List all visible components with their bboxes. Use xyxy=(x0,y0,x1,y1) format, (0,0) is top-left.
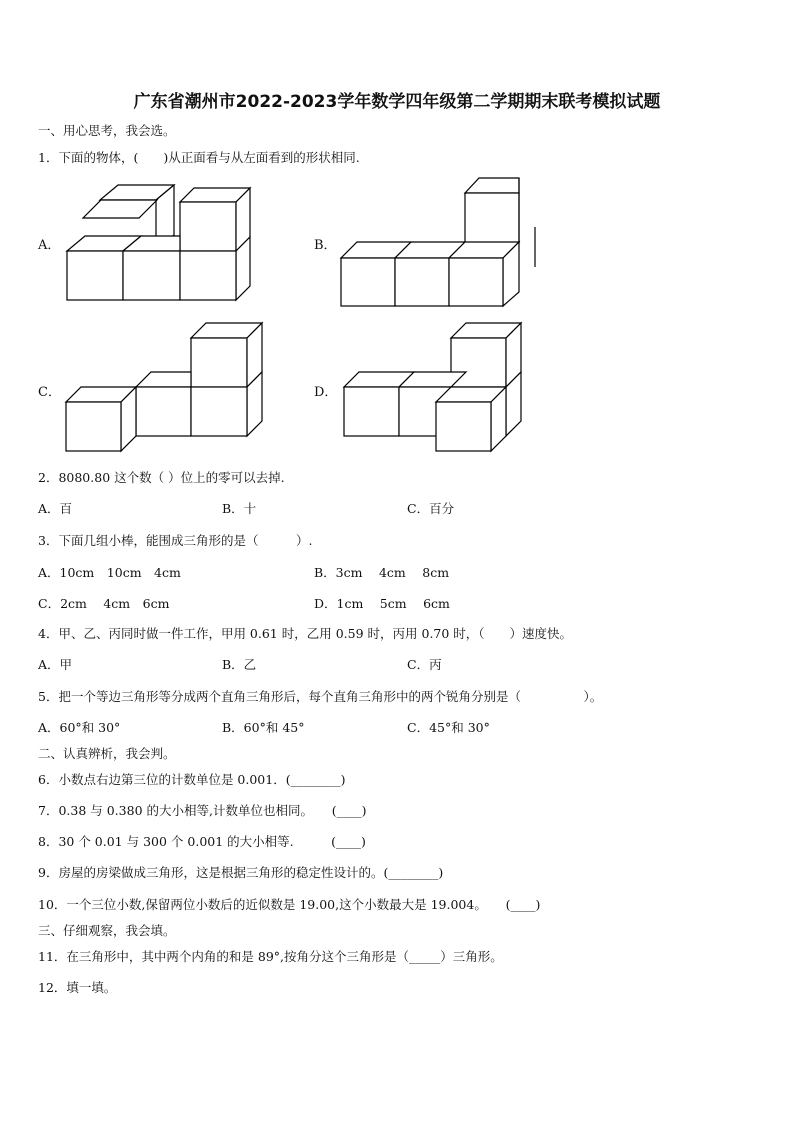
q4-option-b: B．乙 xyxy=(222,657,257,672)
q2-option-a: A．百 xyxy=(38,501,73,516)
q2-option-b: B．十 xyxy=(222,501,257,516)
question-1: 1．下面的物体，( )从正面看与从左面看到的形状相同. xyxy=(38,150,360,165)
q5-option-a: A．60°和 30° xyxy=(38,720,121,735)
option-label-a: A． xyxy=(38,238,61,253)
cube-figure-d xyxy=(340,320,535,455)
question-6: 6．小数点右边第三位的计数单位是 0.001．(________) xyxy=(38,772,346,787)
q4-option-a: A．甲 xyxy=(38,657,73,672)
q3-option-b: B．3cm 4cm 8cm xyxy=(314,565,450,580)
q4-option-c: C．丙 xyxy=(407,657,442,672)
question-10: 10．一个三位小数,保留两位小数后的近似数是 19.00,这个小数最大是 19.004。 (____) xyxy=(38,897,541,912)
q3-option-d: D．1cm 5cm 6cm xyxy=(314,596,450,611)
question-7: 7．0.38 与 0.380 的大小相等,计数单位也相同。 (____) xyxy=(38,803,367,818)
option-label-d: D． xyxy=(314,385,338,400)
question-5: 5．把一个等边三角形等分成两个直角三角形后，每个直角三角形中的两个锐角分别是（ ）。 xyxy=(38,689,603,704)
q2-option-c: C．百分 xyxy=(407,501,455,516)
cube-figure-a xyxy=(60,180,260,305)
question-9: 9．房屋的房梁做成三角形，这是根据三角形的稳定性设计的。(________) xyxy=(38,865,444,880)
q5-option-b: B．60°和 45° xyxy=(222,720,305,735)
section-heading-3: 三、仔细观察，我会填。 xyxy=(38,923,176,938)
q3-option-a: A．10cm 10cm 4cm xyxy=(38,565,181,580)
option-label-c: C． xyxy=(38,385,61,400)
page-title: 广东省潮州市2022-2023学年数学四年级第二学期期末联考模拟试题 xyxy=(133,92,661,112)
question-8: 8．30 个 0.01 与 300 个 0.001 的大小相等. (____) xyxy=(38,834,366,849)
question-3: 3．下面几组小棒，能围成三角形的是（ ）. xyxy=(38,533,313,548)
section-heading-2: 二、认真辨析，我会判。 xyxy=(38,746,176,761)
question-12: 12．填一填。 xyxy=(38,980,117,995)
question-2: 2．8080.80 这个数（ ）位上的零可以去掉. xyxy=(38,470,285,485)
q5-option-c: C．45°和 30° xyxy=(407,720,490,735)
section-heading-1: 一、用心思考，我会选。 xyxy=(38,123,176,138)
question-4: 4．甲、乙、丙同时做一件工作，甲用 0.61 时，乙用 0.59 时，丙用 0.70 时，（ ）速度快。 xyxy=(38,626,573,641)
cube-figure-b xyxy=(338,175,538,310)
option-label-b: B． xyxy=(314,238,337,253)
cube-figure-c xyxy=(62,320,272,455)
q3-option-c: C．2cm 4cm 6cm xyxy=(38,596,170,611)
question-11: 11．在三角形中，其中两个内角的和是 89°,按角分这个三角形是（_____）三角形。 xyxy=(38,949,503,964)
